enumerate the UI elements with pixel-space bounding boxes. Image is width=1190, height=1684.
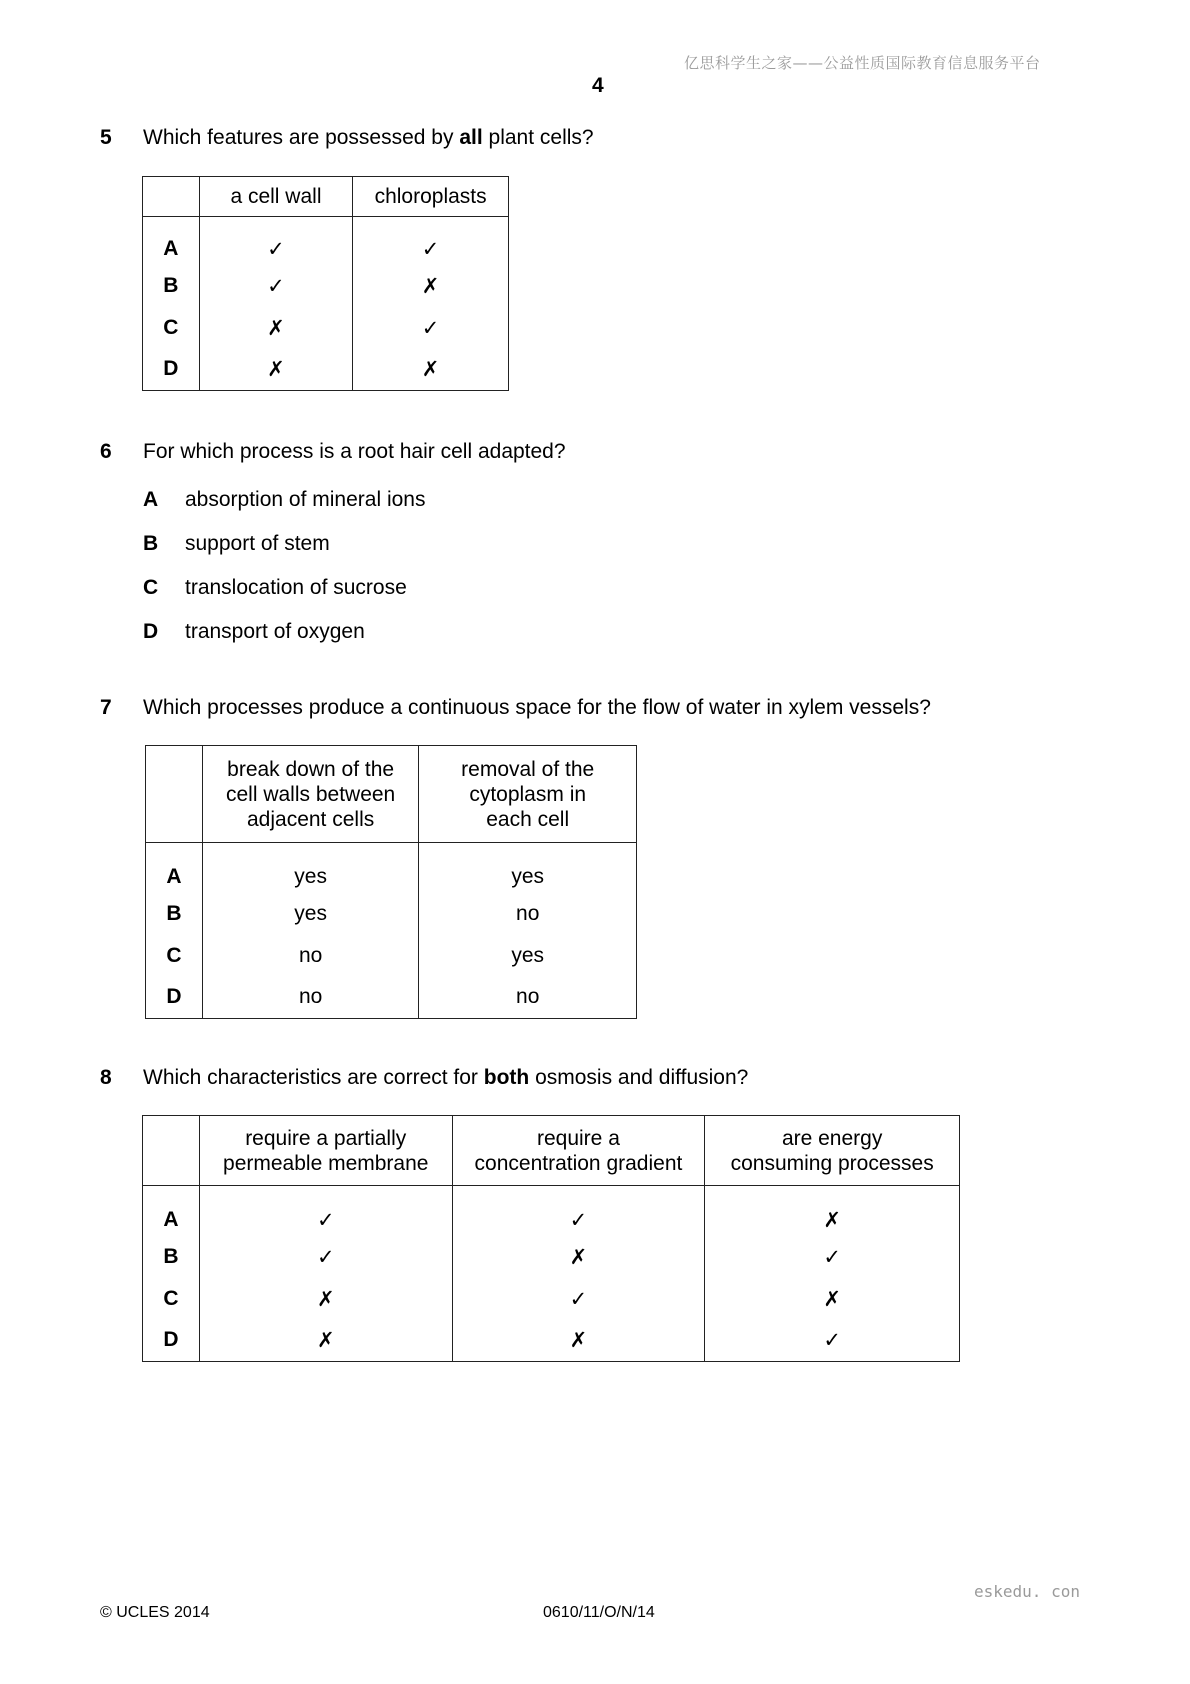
footer-watermark: eskedu. con [974,1582,1080,1601]
table-cell: no [202,935,419,977]
column-header: are energy consuming processes [705,1116,960,1186]
row-label: C [143,307,200,349]
table-cell: ✗ [452,1320,705,1362]
row-label: D [143,1320,200,1362]
footer-copyright: © UCLES 2014 [100,1604,210,1621]
row-label: A [143,217,200,265]
column-header: removal of the cytoplasm in each cell [419,746,637,843]
table-cell: ✓ [199,1186,452,1236]
question-8-text: Which characteristics are correct for both osmosis and diffusion? [143,1066,749,1089]
column-header: break down of the cell walls between adjacent cells [202,746,419,843]
table-cell: ✓ [353,307,509,349]
table-cell: ✗ [353,265,509,307]
question-6-text: For which process is a root hair cell adapted? [143,440,566,463]
question-5-table [142,176,509,391]
footer-paper-code: 0610/11/O/N/14 [543,1604,655,1621]
row-label: A [143,1186,200,1236]
option-text: absorption of mineral ions [185,488,426,511]
table-cell: no [202,977,419,1019]
table-corner [143,177,200,217]
question-5-number: 5 [100,126,112,149]
row-label: C [143,1278,200,1320]
table-cell: ✗ [452,1236,705,1278]
question-8-number: 8 [100,1066,112,1089]
table-corner [146,746,203,843]
option-text: support of stem [185,532,330,555]
option-label: C [143,576,159,599]
column-header: chloroplasts [353,177,509,217]
table-cell: ✓ [199,217,352,265]
table-cell: ✗ [705,1278,960,1320]
table-cell: yes [202,843,419,893]
question-7-text: Which processes produce a continuous space for the flow of water in xylem vessels? [143,696,931,719]
question-7-table [145,745,637,1019]
table-corner [143,1116,200,1186]
table-cell: yes [202,893,419,935]
table-cell: no [419,977,637,1019]
option-text: transport of oxygen [185,620,365,643]
column-header: require a concentration gradient [452,1116,705,1186]
option-label: B [143,532,159,555]
question-7-number: 7 [100,696,112,719]
header-watermark: 亿思科学生之家——公益性质国际教育信息服务平台 [684,54,1041,72]
row-label: D [146,977,203,1019]
row-label: B [143,1236,200,1278]
option-label: A [143,488,159,511]
row-label: A [146,843,203,893]
question-5-text: Which features are possessed by all plant cells? [143,126,594,149]
table-cell: ✗ [353,349,509,391]
page-number: 4 [592,74,604,97]
table-cell: ✗ [199,1278,452,1320]
column-header: a cell wall [199,177,352,217]
table-cell: ✓ [705,1236,960,1278]
table-cell: ✓ [199,265,352,307]
column-header: require a partially permeable membrane [199,1116,452,1186]
table-cell: ✓ [452,1278,705,1320]
table-cell: yes [419,843,637,893]
row-label: B [143,265,200,307]
option-label: D [143,620,159,643]
question-6-number: 6 [100,440,112,463]
table-cell: ✓ [199,1236,452,1278]
table-cell: ✗ [199,1320,452,1362]
table-cell: yes [419,935,637,977]
table-cell: ✗ [199,349,352,391]
option-text: translocation of sucrose [185,576,407,599]
row-label: D [143,349,200,391]
table-cell: ✗ [199,307,352,349]
table-cell: ✓ [452,1186,705,1236]
row-label: C [146,935,203,977]
table-cell: ✓ [705,1320,960,1362]
row-label: B [146,893,203,935]
question-8-table [142,1115,960,1362]
table-cell: ✓ [353,217,509,265]
table-cell: ✗ [705,1186,960,1236]
table-cell: no [419,893,637,935]
